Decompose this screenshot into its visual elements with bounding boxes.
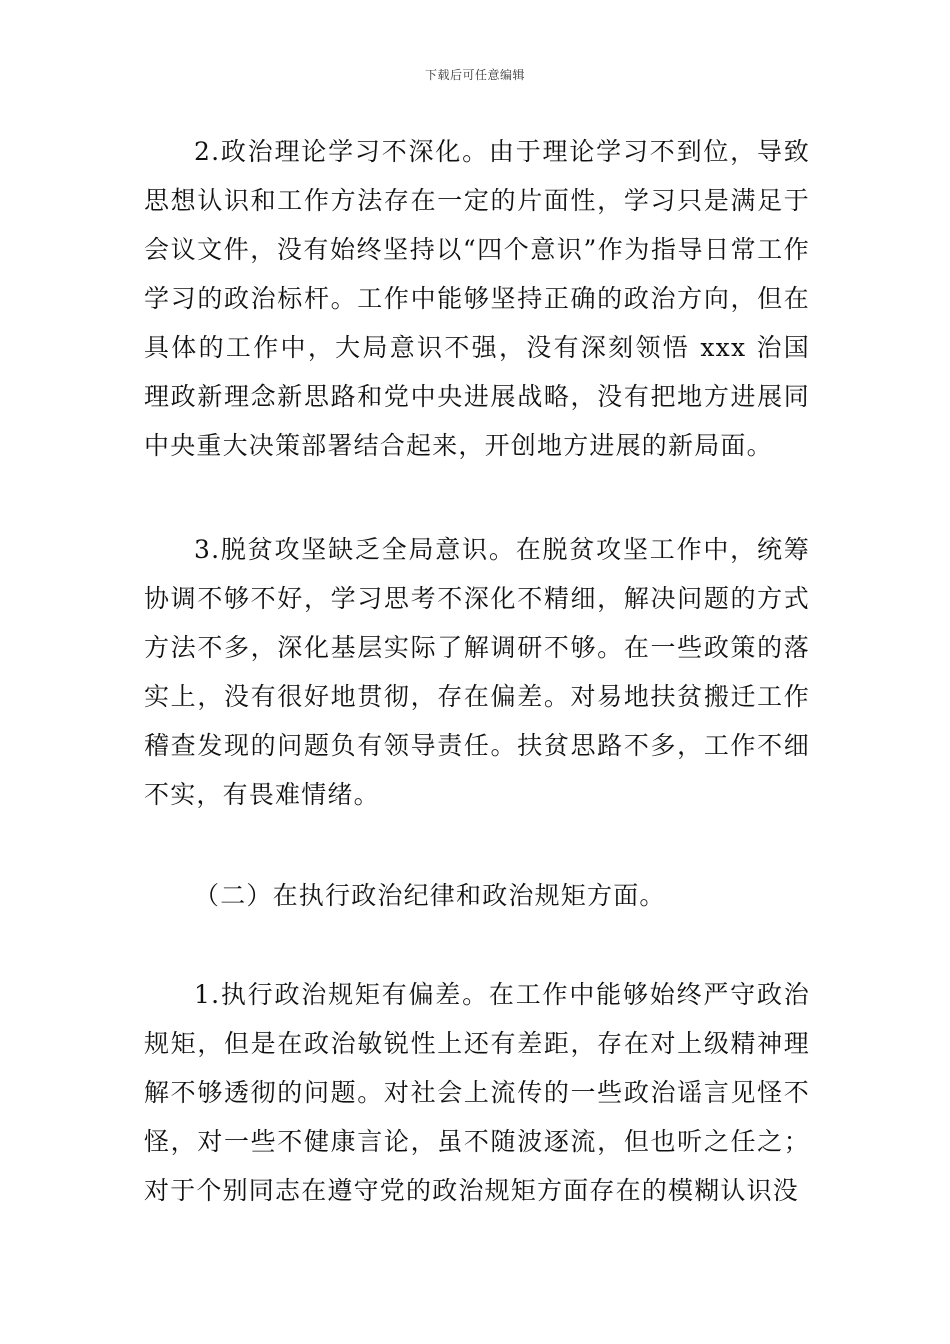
page-header-note: 下载后可任意编辑: [424, 68, 525, 82]
paragraph-theory-study: 2.政治理论学习不深化。由于理论学习不到位，导致思想认识和工作方法存在一定的片面性，学习只是满足于会议文件，没有始终坚持以“四个意识”作为指导日常工作学习的政治标杆。工作中能够坚持正确的政治方向，但在具体的工作中，大局意识不强，没有深刻领悟 xxx 治国理政新理念新思路和党中央进展战略，没有把地方进展同中央重大决策部署结合起来，开创地方进展的新局面。: [144, 137, 810, 460]
section-heading: （二）在执行政治纪律和政治规矩方面。: [194, 881, 666, 910]
paragraph-poverty-alleviation: 3.脱贫攻坚缺乏全局意识。在脱贫攻坚工作中，统筹协调不够不好，学习思考不深化不精细，解决问题的方式方法不多，深化基层实际了解调研不够。在一些政策的落实上，没有很好地贯彻，存在偏差。对易地扶贫搬迁工作稽查发现的问题负有领导责任。扶贫思路不多，工作不细不实，有畏难情绪。: [144, 535, 810, 809]
paragraph-political-rules: 1.执行政治规矩有偏差。在工作中能够始终严守政治规矩，但是在政治敏锐性上还有差距，存在对上级精神理解不够透彻的问题。对社会上流传的一些政治谣言见怪不怪，对一些不健康言论，虽不随波逐流，但也听之任之；对于个别同志在遵守党的政治规矩方面存在的模糊认识没: [144, 980, 810, 1205]
